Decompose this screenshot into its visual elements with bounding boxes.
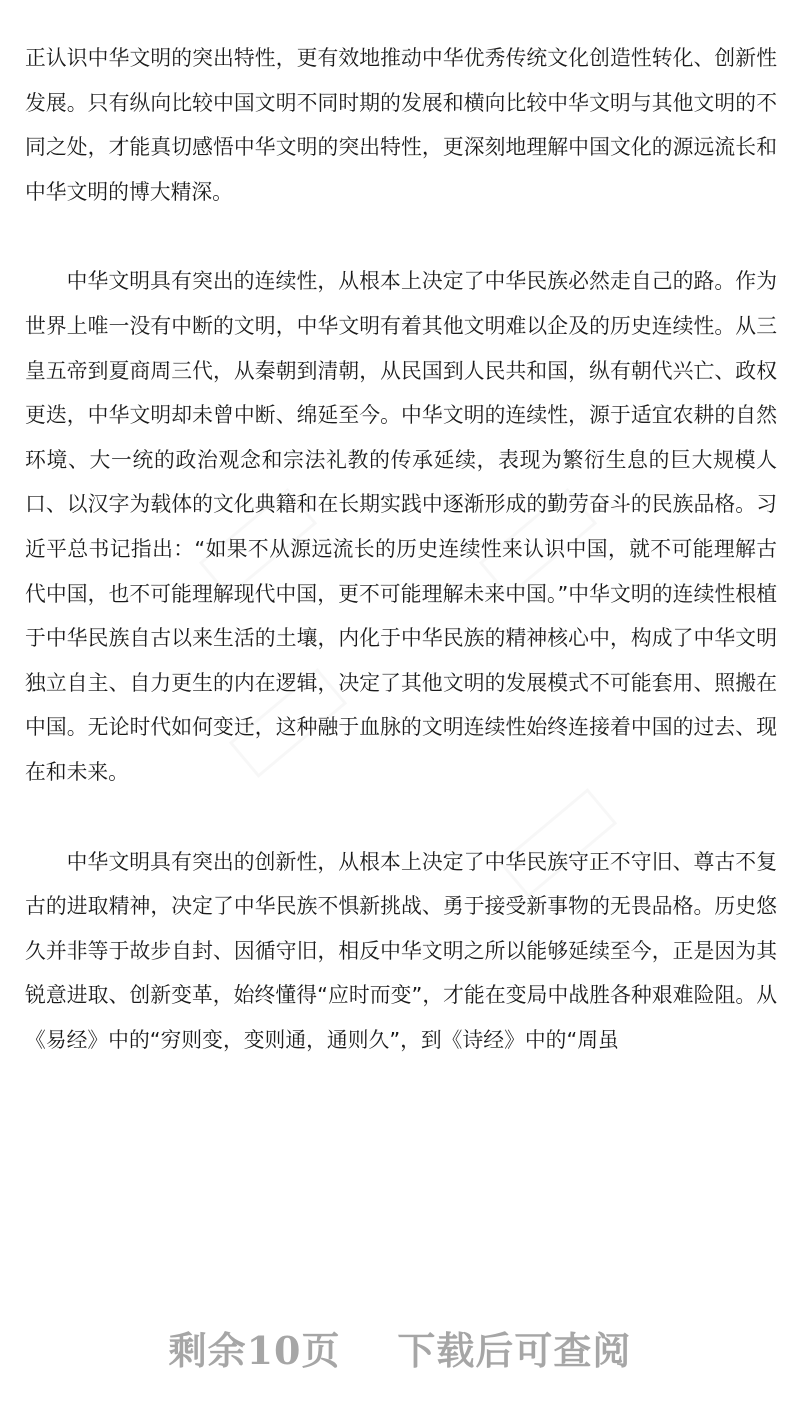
- paragraph-gap: [25, 214, 777, 259]
- paragraph-gap: [25, 795, 777, 840]
- document-body: [25, 36, 777, 1062]
- download-prompt-label[interactable]: 剩余10页 下载后可查阅: [168, 1328, 632, 1373]
- paragraph-1: 正认识中华文明的突出特性，更有效地推动中华优秀传统文化创造性转化、创新性发展。只有纵向比较中国文明不同时期的发展和横向比较中华文明与其他文明的不同之处，才能真切感悟中华文明的突出特性，更深刻地理解中国文化的源远流长和中华文明的博大精深。: [25, 46, 777, 204]
- paragraph-2: 中华文明具有突出的连续性，从根本上决定了中华民族必然走自己的路。作为世界上唯一没有中断的文明，中华文明有着其他文明难以企及的历史连续性。从三皇五帝到夏商周三代，从秦朝到清朝，从民国到人民共和国，纵有朝代兴亡、政权更迭，中华文明却未曾中断、绵延至今。中华文明的连续性，源于适宜农耕的自然环境、大一统的政治观念和宗法礼教的传承延续，表现为繁衍生息的巨大规模人口、以汉字为载体的文化典籍和在长期实践中逐渐形成的勤劳奋斗的民族品格。习近平总书记指出：“如果不从源远流长的历史连续性来认识中国，就不可能理解古代中国，也不可能理解现代中国，更不可能理解未来中国。”中华文明的连续性根植于中华民族自古以来生活的土壤，内化于中华民族的精神核心中，构成了中华文明独立自主、自力更生的内在逻辑，决定了其他文明的发展模式不可能套用、照搬在中国。无论时代如何变迁，这种融于血脉的文明连续性始终连接着中国的过去、现在和未来。: [25, 269, 777, 784]
- paragraph-3: 中华文明具有突出的创新性，从根本上决定了中华民族守正不守旧、尊古不复古的进取精神，决定了中华民族不惧新挑战、勇于接受新事物的无畏品格。历史悠久并非等于故步自封、因循守旧，相反中华文明之所以能够延续至今，正是因为其锐意进取、创新变革，始终懂得“应时而变”，才能在变局中战胜各种艰难险阻。从《易经》中的“穷则变，变则通，通则久”，到《诗经》中的“周虽: [25, 849, 777, 1052]
- download-prompt[interactable]: [0, 1323, 800, 1379]
